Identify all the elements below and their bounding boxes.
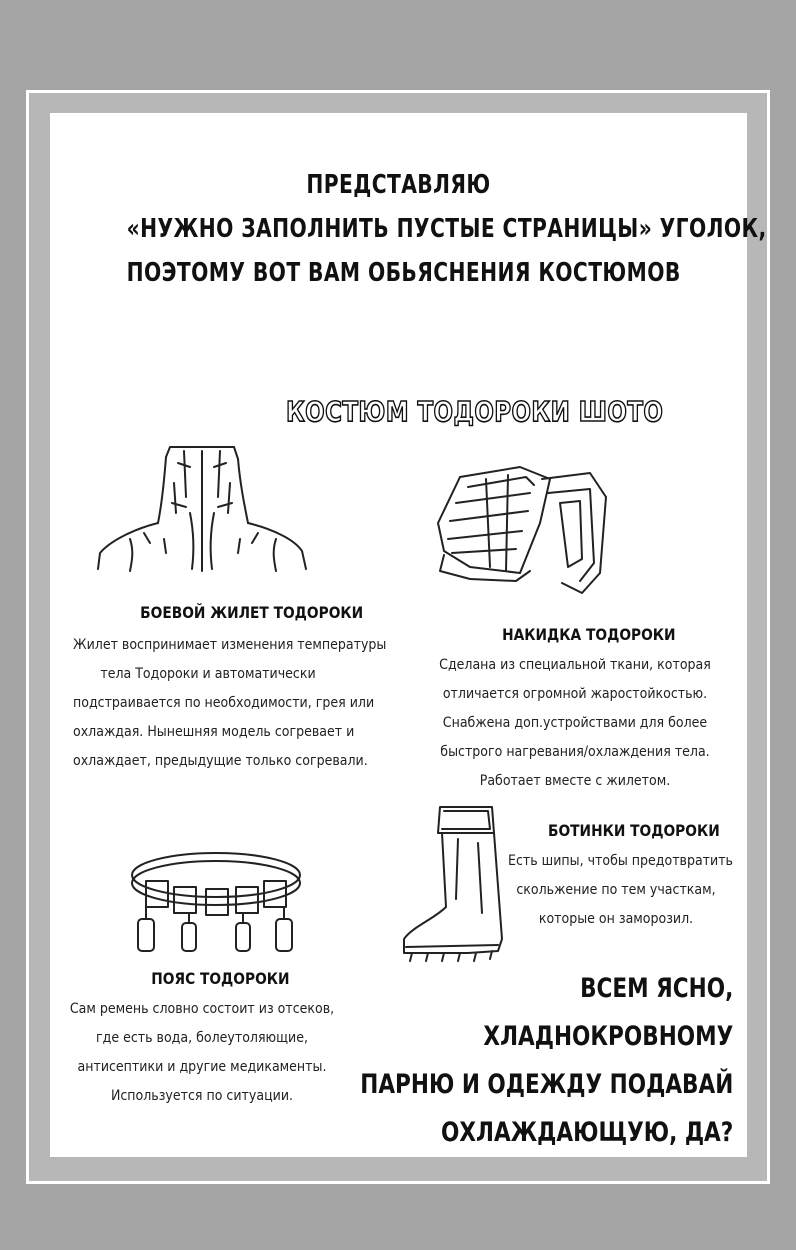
belt-line: Сам ремень словно состоит из отсеков, (69, 1001, 335, 1017)
title-line-3: ПОЭТОМУ ВОТ ВАМ ОБЬЯСНЕНИЯ КОСТЮМОВ (126, 258, 681, 288)
closing-line: ХЛАДНОКРОВНОМУ (483, 1021, 733, 1052)
boots-line: Есть шипы, чтобы предотвратить (508, 853, 733, 869)
boots-line: которые он заморозил. (538, 911, 694, 927)
cape-line: Сделана из специальной ткани, которая (439, 657, 711, 673)
belt-heading: ПОЯС ТОДОРОКИ (151, 969, 290, 988)
closing-line: ОХЛАЖДАЮЩУЮ, ДА? (440, 1117, 733, 1148)
manga-page (50, 113, 767, 1157)
cape-line: быстрого нагревания/охлаждения тела. (440, 744, 710, 760)
belt-line: Используется по ситуации. (110, 1088, 294, 1104)
title-line-1: ПРЕДСТАВЛЯЮ (306, 170, 491, 200)
boots-heading: БОТИНКИ ТОДОРОКИ (547, 821, 720, 840)
closing-line: ВСЕМ ЯСНО, (579, 973, 733, 1004)
vest-heading: БОЕВОЙ ЖИЛЕТ ТОДОРОКИ (140, 603, 364, 622)
belt-line: где есть вода, болеутоляющие, (96, 1030, 308, 1046)
belt-icon (126, 843, 306, 963)
vest-line: тела Тодороки и автоматически (100, 666, 316, 682)
cape-line: Работает вместе с жилетом. (479, 773, 671, 789)
vest-icon (94, 443, 314, 573)
boots-description (496, 847, 736, 934)
closing-text (360, 965, 733, 1157)
cape-line: Снабжена доп.устройствами для более (442, 715, 708, 731)
vest-description (58, 631, 387, 776)
vest-line: охлаждая. Нынешняя модель согревает и (73, 724, 355, 740)
section-title: КОСТЮМ ТОДОРОКИ ШОТО (286, 395, 664, 428)
cape-line: отличается огромной жаростойкостью. (442, 686, 708, 702)
vest-line: охлаждает, предыдущие только согревали. (73, 753, 368, 769)
title-line-2: «НУЖНО ЗАПОЛНИТЬ ПУСТЫЕ СТРАНИЦЫ» УГОЛОК, (126, 214, 767, 244)
belt-line: антисептики и другие медикаменты. (77, 1059, 327, 1075)
vest-line: Жилет воспринимает изменения температуры (73, 637, 387, 653)
cape-heading: НАКИДКА ТОДОРОКИ (502, 625, 676, 644)
page-title (126, 163, 767, 295)
boots-line: скольжение по тем участкам, (516, 882, 716, 898)
belt-description (52, 995, 352, 1111)
closing-line: ПАРНЮ И ОДЕЖДУ ПОДАВАЙ (359, 1069, 733, 1100)
cape-icon (430, 463, 610, 603)
vest-line: подстраивается по необходимости, грея или (73, 695, 375, 711)
cape-description (410, 651, 740, 796)
